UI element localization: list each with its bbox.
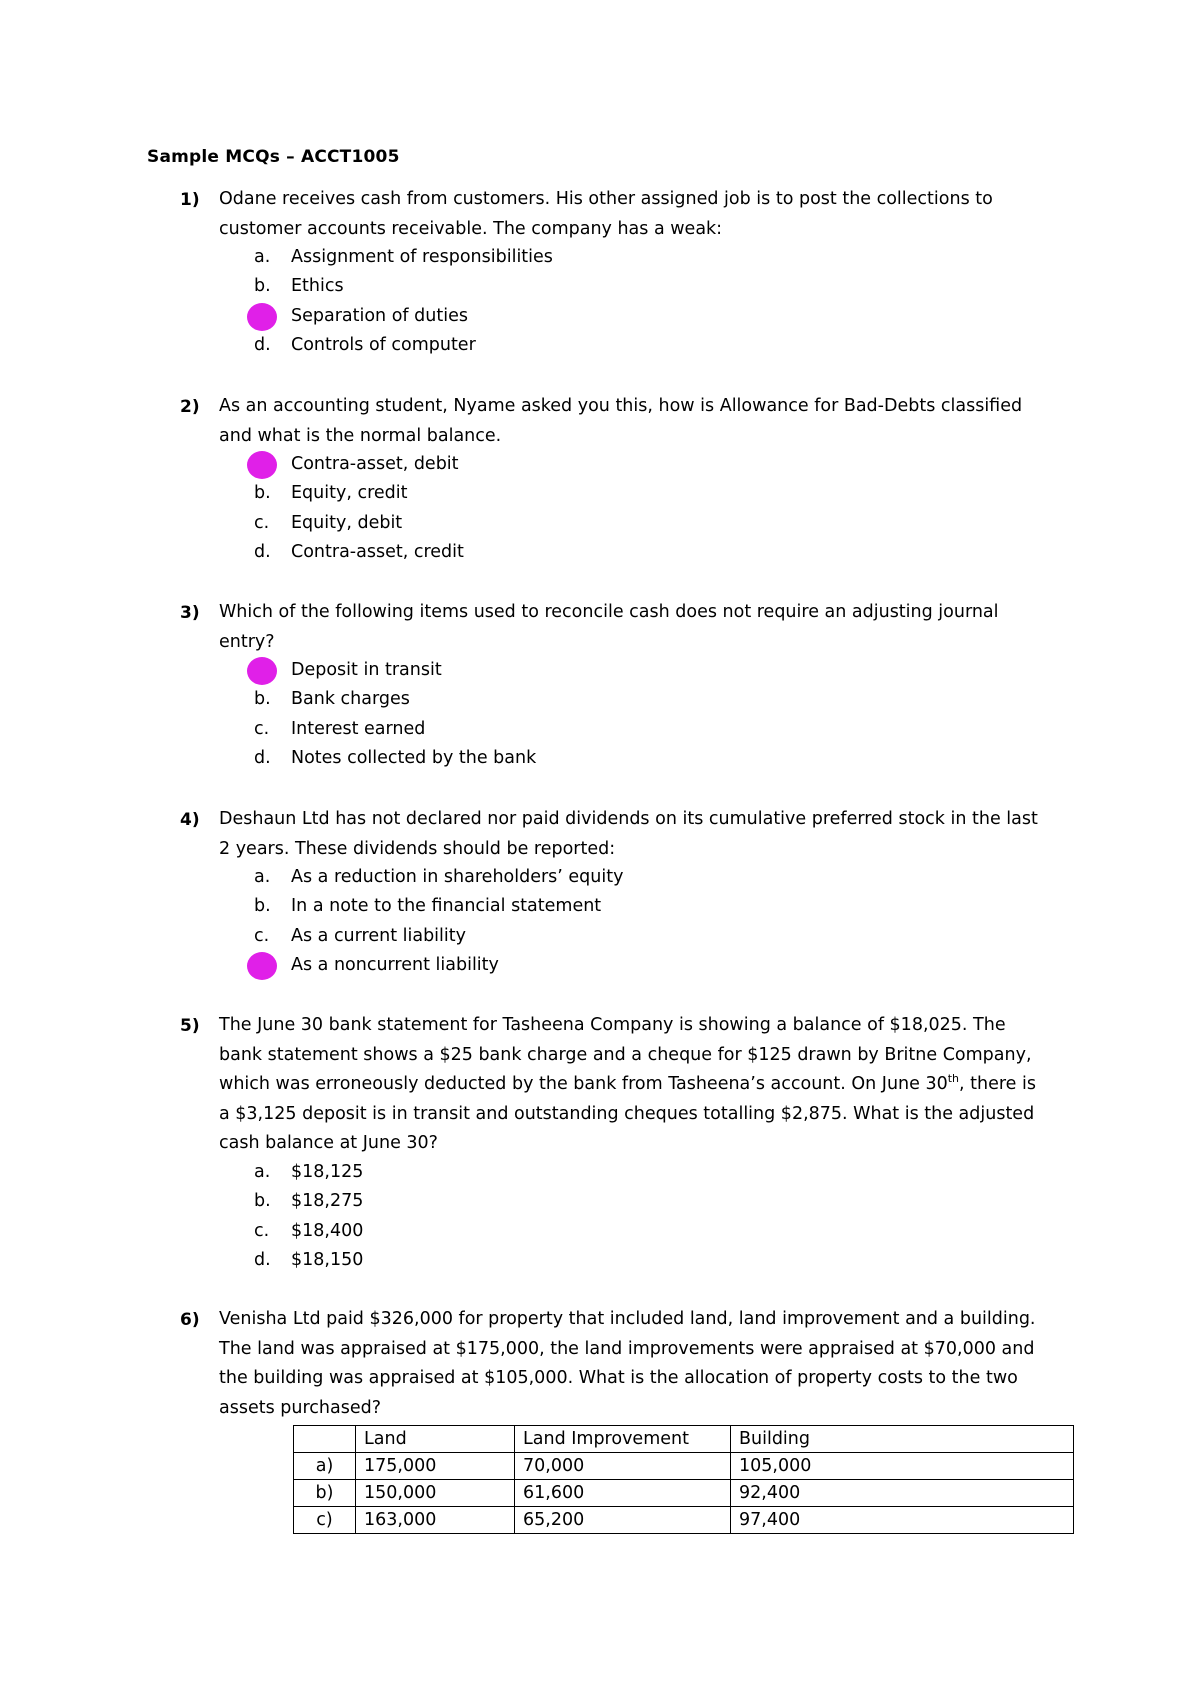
option-letter: b.: [254, 1191, 271, 1212]
option-letter: b.: [254, 689, 271, 710]
table-cell: 92,400: [731, 1480, 1074, 1507]
option-text: Equity, debit: [291, 512, 403, 533]
question-text: Deshaun Ltd has not declared nor paid dividends on its cumulative preferred stock in the last 2 years. These dividends should be reported:: [219, 809, 1038, 859]
option-letter: b.: [254, 896, 271, 917]
option-letter: a.: [254, 867, 271, 887]
option-letter: d.: [254, 747, 271, 768]
answer-mark-dot: [247, 303, 277, 331]
table-cell: c): [294, 1507, 356, 1534]
option-text: As a noncurrent liability: [291, 954, 499, 975]
table-cell: 61,600: [515, 1480, 731, 1507]
option-text: Equity, credit: [291, 483, 408, 504]
table-cell: 175,000: [356, 1453, 515, 1480]
option-letter: a.: [254, 247, 271, 267]
option-text: As a current liability: [291, 925, 466, 946]
question-text: [219, 1011, 1049, 1159]
question-text: Which of the following items used to reconcile cash does not require an adjusting journal entry?: [219, 602, 999, 652]
question-text: Venisha Ltd paid $326,000 for property that included land, land improvement and a building. The land was appraised at $175,000, the land improvements were appraised at $70,000 and the building was appraised at $105,000. What is the allocation of property costs to the two assets purchased?: [219, 1309, 1036, 1418]
question-number: 4): [180, 810, 200, 830]
table-row: [294, 1507, 1074, 1534]
answer-mark-dot: [247, 657, 277, 685]
option-text: Assignment of responsibilities: [291, 247, 553, 267]
question-text-part: , there is a $3,125 deposit is in transit and outstanding cheques totalling $2,875. What is the adjusted cash balance at June 30?: [219, 1074, 1036, 1153]
option-text: Bank charges: [291, 689, 410, 710]
option-letter: a.: [254, 1162, 271, 1182]
answer-mark-dot: [247, 952, 277, 980]
option-text: $18,125: [291, 1162, 364, 1182]
superscript-text: th: [947, 1072, 960, 1086]
question-number: 3): [180, 603, 200, 623]
option-letter: b.: [254, 483, 271, 504]
table-header-cell: Land Improvement: [515, 1426, 731, 1453]
table-cell: 150,000: [356, 1480, 515, 1507]
allocation-table: [293, 1425, 1074, 1534]
question-number: 1): [180, 190, 200, 210]
table-header-row: [294, 1426, 1074, 1453]
option-letter: c.: [254, 718, 270, 739]
table-row: [294, 1480, 1074, 1507]
option-letter: c.: [254, 1220, 270, 1241]
table-header-cell: Land: [356, 1426, 515, 1453]
question-text-part: The June 30 bank statement for Tasheena Company is showing a balance of $18,025. The bank statement shows a $25 bank charge and a cheque for $125 drawn by Britne Company, which was erroneously deducted by the bank from Tasheena’s account. On June 30: [219, 1015, 1032, 1094]
option-text: Deposit in transit: [291, 660, 442, 680]
document-title: Sample MCQs – ACCT1005: [147, 147, 400, 167]
option-text: $18,275: [291, 1191, 364, 1212]
option-text: $18,150: [291, 1249, 364, 1270]
option-text: Interest earned: [291, 718, 426, 739]
question-text: Odane receives cash from customers. His other assigned job is to post the collections to customer accounts receivable. The company has a weak:: [219, 189, 993, 239]
option-text: Contra-asset, credit: [291, 541, 464, 562]
option-letter: d.: [254, 1249, 271, 1270]
table-cell: 65,200: [515, 1507, 731, 1534]
option-text: As a reduction in shareholders’ equity: [291, 867, 624, 887]
option-text: Contra-asset, debit: [291, 454, 459, 474]
option-letter: b.: [254, 276, 271, 297]
option-letter: d.: [254, 541, 271, 562]
option-text: Notes collected by the bank: [291, 747, 537, 768]
option-text: Separation of duties: [291, 305, 468, 326]
option-text: Ethics: [291, 276, 344, 297]
table-cell: 70,000: [515, 1453, 731, 1480]
option-text: $18,400: [291, 1220, 364, 1241]
question-number: 5): [180, 1016, 200, 1036]
table-header-cell: Building: [731, 1426, 1074, 1453]
table-row: [294, 1453, 1074, 1480]
table-header-cell: [294, 1426, 356, 1453]
table-cell: a): [294, 1453, 356, 1480]
question-number: 2): [180, 397, 200, 417]
option-letter: c.: [254, 925, 270, 946]
table-cell: 97,400: [731, 1507, 1074, 1534]
table-cell: b): [294, 1480, 356, 1507]
option-letter: c.: [254, 512, 270, 533]
table-cell: 163,000: [356, 1507, 515, 1534]
option-text: In a note to the financial statement: [291, 896, 602, 917]
option-text: Controls of computer: [291, 334, 476, 355]
answer-mark-dot: [247, 451, 277, 479]
question-text: As an accounting student, Nyame asked you this, how is Allowance for Bad-Debts classified and what is the normal balance.: [219, 396, 1023, 446]
question-number: 6): [180, 1310, 200, 1330]
table-cell: 105,000: [731, 1453, 1074, 1480]
option-letter: d.: [254, 334, 271, 355]
